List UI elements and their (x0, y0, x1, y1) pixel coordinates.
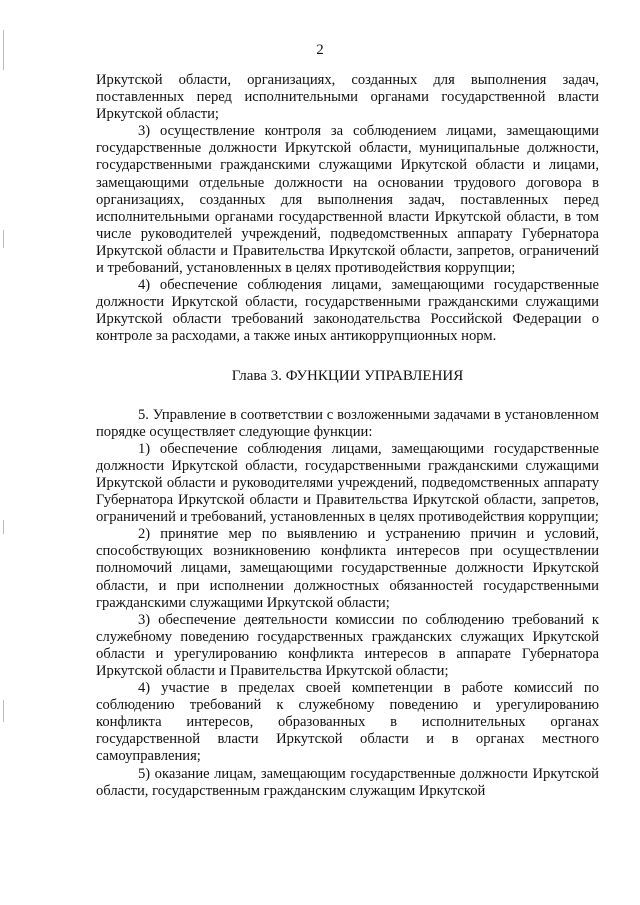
chapter-heading: Глава 3. ФУНКЦИИ УПРАВЛЕНИЯ (231, 367, 464, 384)
paragraph: Иркутской области, организациях, созданных для выполнения задач, поставленных перед исполнительными органами государственной власти Иркутской области; (96, 72, 599, 123)
paragraph: 5. Управление в соответствии с возложенными задачами в установленном порядке осуществляет следующие функции: (96, 406, 599, 440)
paragraph: 1) обеспечение соблюдения лицами, замещающими государственные должности Иркутской области, государственными гражданскими служащими Иркутской области и руководителями учреждений, подведомственных аппарату Губернатора Иркутской области и Правительства Иркутской области, запретов, ограничений и требований, установленных в целях противодействия коррупции; (96, 440, 599, 526)
document-body (96, 72, 599, 800)
paragraph: 4) участие в пределах своей компетенции в работе комиссий по соблюдению требований к служебному поведению и урегулированию конфликта интересов, образованных в исполнительных органах государственной власти Иркутской области и в органах местного самоуправления; (96, 680, 599, 765)
paragraph: 3) обеспечение деятельности комиссии по соблюдению требований к служебному поведению государственных гражданских служащих Иркутской области и урегулированию конфликта интересов в аппарате Губернатора Иркутской области и Правительства Иркутской области; (96, 611, 599, 679)
page-number: 2 (316, 42, 324, 58)
paragraph: 5) оказание лицам, замещающим государственные должности Иркутской области, государственным гражданским служащим Иркутской (96, 765, 599, 799)
scan-margin-marks (3, 0, 5, 905)
paragraph: 2) принятие мер по выявлению и устранению причин и условий, способствующих возникновению конфликта интересов при осуществлении полномочий лицами, замещающими государственные должности Иркутской области, и при исполнении должностных обязанностей государственными гражданскими служащими Иркутской области; (96, 526, 599, 611)
paragraph: 3) осуществление контроля за соблюдением лицами, замещающими государственные должности Иркутской области, муниципальные должности, государственными гражданскими служащими Иркутской области и лицами, замещающими отдельные должности на основании трудового договора в организациях, созданных для выполнения задач, поставленных перед исполнительными органами государственной власти Иркутской области, в том числе руководителей учреждений, подведомственных аппарату Губернатора Иркутской области и Правительства Иркутской области, запретов, ограничений и требований, установленных в целях противодействия коррупции; (96, 123, 599, 277)
paragraph: 4) обеспечение соблюдения лицами, замещающими государственные должности Иркутской области, государственными гражданскими служащими Иркутской области требований законодательства Российской Федерации о контроле за расходами, а также иных антикоррупционных норм. (96, 277, 599, 345)
